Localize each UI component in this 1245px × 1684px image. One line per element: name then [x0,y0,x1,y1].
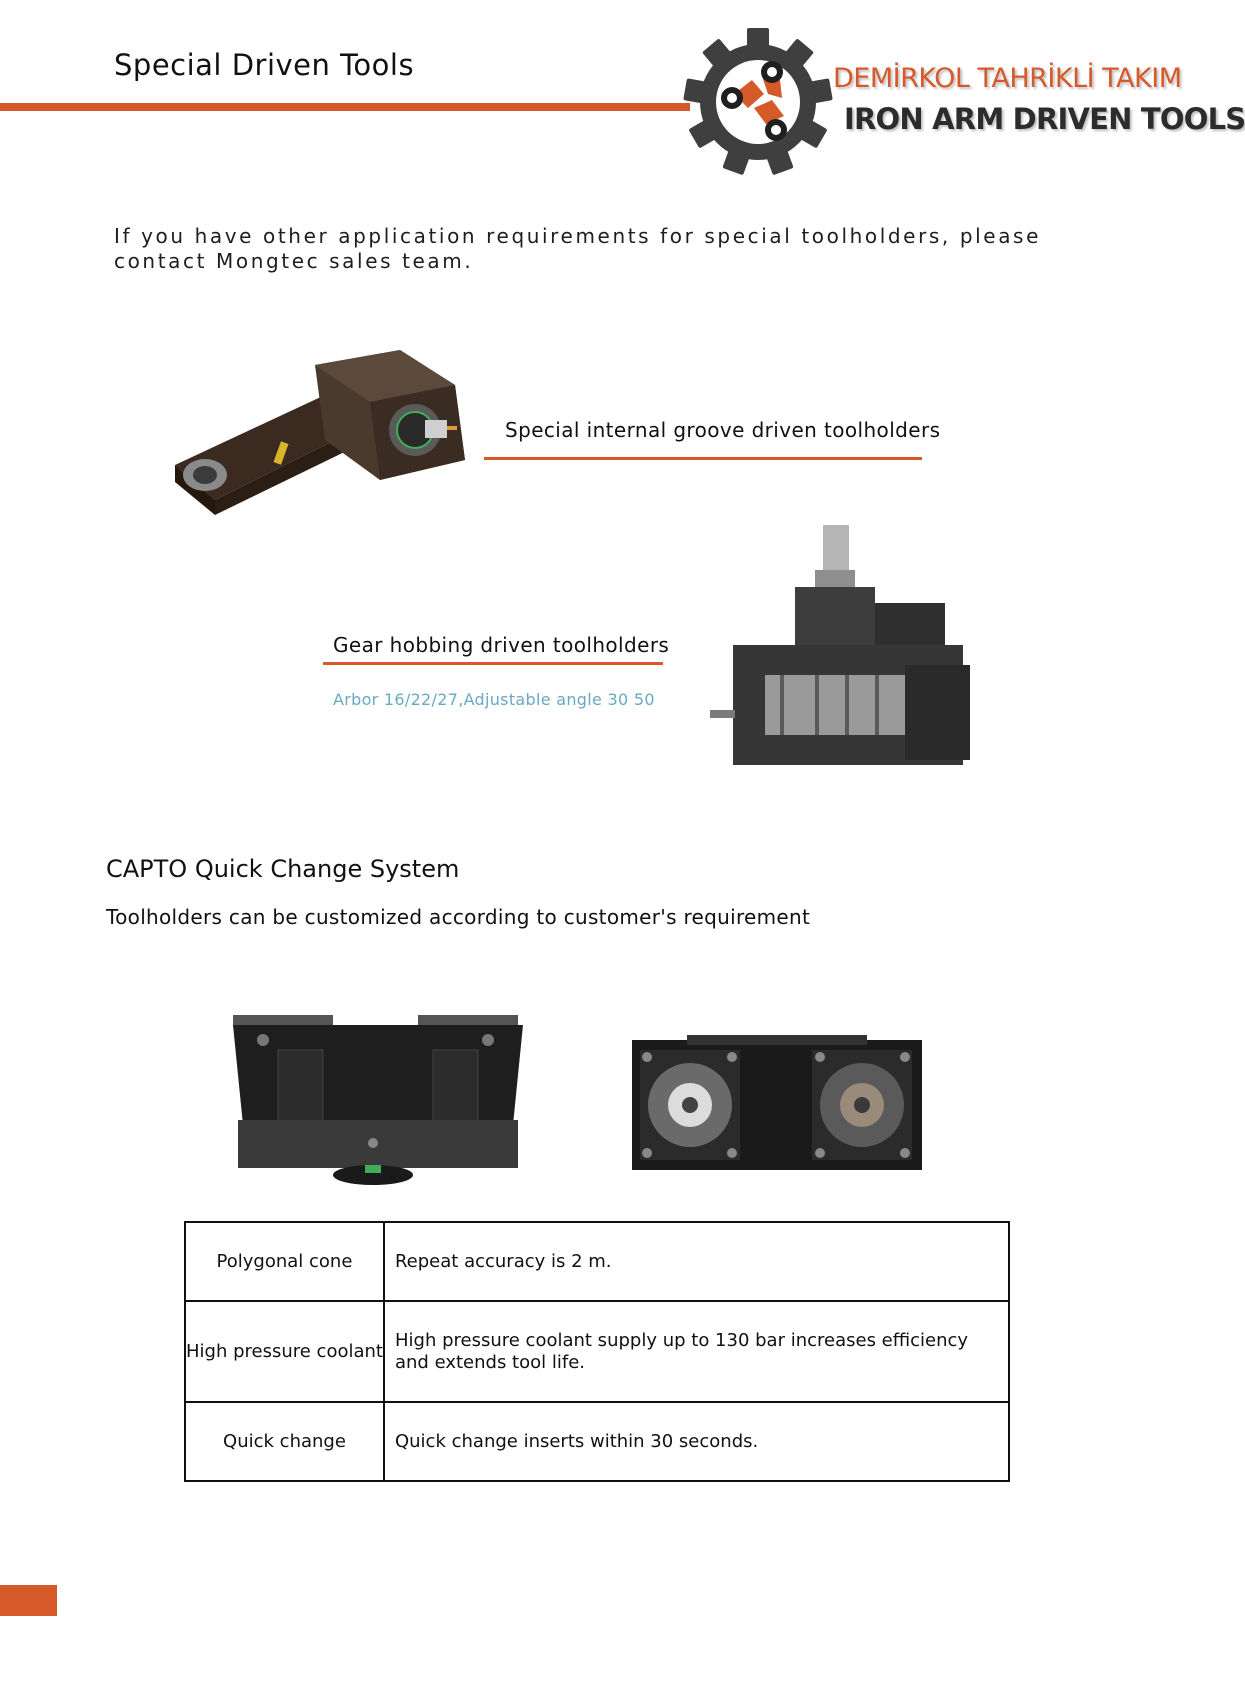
feature-description: High pressure coolant supply up to 130 bar increases efficiency and extends tool life. [384,1301,1009,1402]
table-row [185,1301,1009,1402]
gear-hobbing-spec: Arbor 16/22/27,Adjustable angle 30 50 [333,690,655,709]
table-row [185,1402,1009,1481]
gear-hobbing-label: Gear hobbing driven toolholders [333,633,670,657]
gear-hobbing-rule [323,662,663,665]
header-rule [0,103,690,111]
groove-toolholder-rule [484,457,922,460]
capto-holder-top-image [632,1035,922,1175]
feature-name: High pressure coolant [185,1301,384,1402]
logo-text-turkish: DEMİRKOL TAHRİKLİ TAKIM [833,63,1182,94]
gear-logo-icon [683,27,833,177]
groove-toolholder-image [175,350,490,530]
logo-text-english: IRON ARM DRIVEN TOOLS [844,102,1245,136]
capto-section-title: CAPTO Quick Change System [106,855,460,883]
capto-section-subtitle: Toolholders can be customized according to customer's requirement [106,905,811,929]
groove-toolholder-label: Special internal groove driven toolholders [505,418,941,442]
intro-text: If you have other application requirements for special toolholders, please contact Mongtec sales team. [114,224,1041,273]
footer-accent-block [0,1585,57,1616]
features-table [184,1221,1010,1482]
page-title: Special Driven Tools [114,48,415,82]
gear-hobbing-toolholder-image [705,525,990,770]
capto-holder-front-image [233,1015,523,1185]
feature-name: Polygonal cone [185,1222,384,1301]
table-row [185,1222,1009,1301]
feature-description: Quick change inserts within 30 seconds. [384,1402,1009,1481]
feature-description: Repeat accuracy is 2 m. [384,1222,1009,1301]
feature-name: Quick change [185,1402,384,1481]
company-logo [683,27,1245,177]
